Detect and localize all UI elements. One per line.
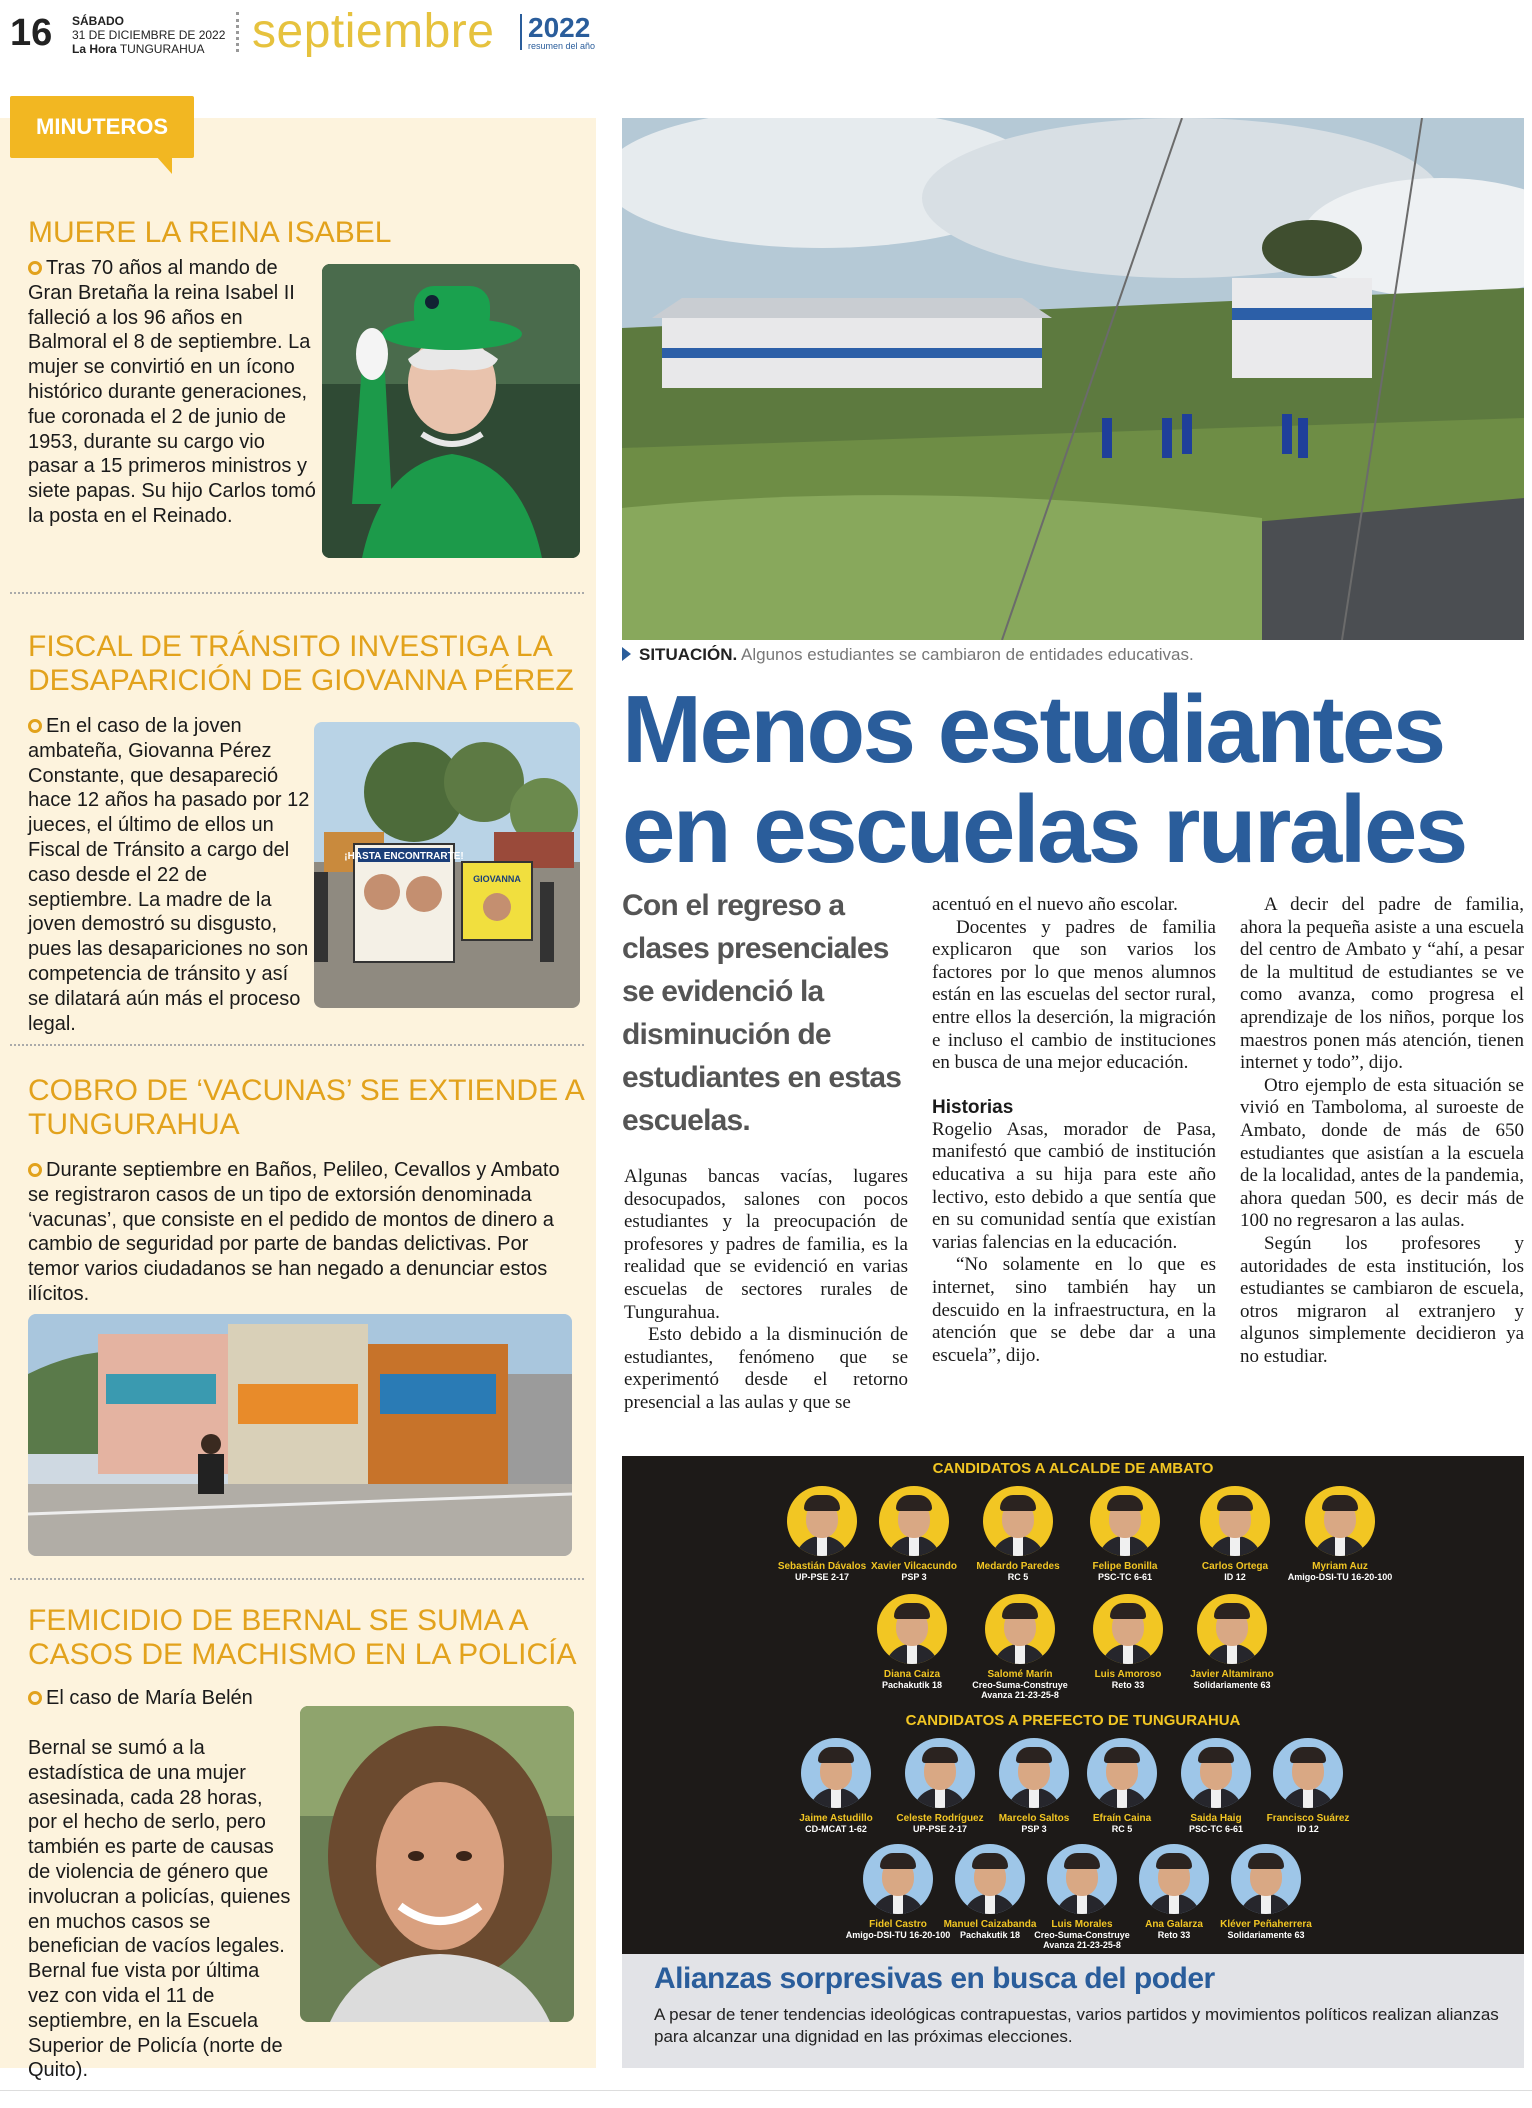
- candidate-party: PSC-TC 6-61: [1097, 1572, 1152, 1582]
- candidate-party: Creo-Suma-Construye Avanza 21-23-25-8: [972, 1680, 1068, 1700]
- footer-rule: [0, 2090, 1532, 2091]
- body-paragraph: acentuó en el nuevo año escolar.: [932, 894, 1178, 915]
- candidate-portrait: [955, 1844, 1025, 1914]
- candidate-portrait: [985, 1594, 1055, 1664]
- candidate-party: PSP 3: [901, 1572, 927, 1582]
- section-subtitle: resumen del año: [528, 41, 596, 51]
- alliances-body: A pesar de tener tendencias ideológicas contrapuestas, varios partidos y movimientos políticos realizan alianzas para alcanzar una dignidad en las próximas elecciones.: [654, 2005, 1499, 2046]
- queen-photo: [322, 264, 580, 558]
- candidate-portrait: [1093, 1594, 1163, 1664]
- candidate-portrait: [1139, 1844, 1209, 1914]
- section-year: 2022: [528, 12, 591, 43]
- candidate-name: Myriam Auz: [1312, 1561, 1368, 1572]
- candidate-name: Ana Galarza: [1145, 1919, 1203, 1930]
- body-paragraph: Algunas bancas vacías, lugares desocupados, salones con pocos estudiantes y la preocupación de profesores y padres de familia, es la realidad que se evidenció en varias escuelas de sectores rurales de Tungurahua.: [624, 1166, 908, 1323]
- candidate-portrait: [999, 1738, 1069, 1808]
- article-text: El caso de María Belén: [46, 1687, 253, 1709]
- article-title: MUERE LA REINA ISABEL: [28, 216, 392, 249]
- candidate-portrait: [1273, 1738, 1343, 1808]
- alliances-box: [622, 1954, 1524, 2068]
- candidate-party: Pachakutik 18: [881, 1680, 943, 1690]
- paper-region: TUNGURAHUA: [119, 42, 205, 56]
- candidate-party: Creo-Suma-Construye Avanza 21-23-25-8: [1034, 1930, 1130, 1950]
- prefect-candidate: [781, 1738, 891, 1834]
- article-separator: [10, 592, 584, 594]
- candidate-portrait: [1047, 1844, 1117, 1914]
- candidate-party: Reto 33: [1157, 1930, 1191, 1940]
- candidate-party: RC 5: [1007, 1572, 1029, 1582]
- mayor-candidate: [859, 1486, 969, 1582]
- mayor-candidate: [1073, 1594, 1183, 1690]
- candidate-party: PSP 3: [1021, 1824, 1047, 1834]
- candidate-party: CD-MCAT 1-62: [805, 1824, 867, 1834]
- article-title: COBRO DE ‘VACUNAS’ SE EXTIENDE A TUNGURAHUA: [28, 1074, 584, 1141]
- article-text: Bernal se sumó a la estadística de una mujer asesinada, cada 28 horas, por el hecho de serlo, pero también es parte de causas de violencia de género que involucran a policías, quienes en muchos casos se benefician de vacíos legales. Bernal fue vista por última vez con vida el 11 de septiembre, en la Escuela Superior de Policía (norte de Quito).: [28, 1737, 291, 2082]
- mayor-candidate: [963, 1486, 1073, 1582]
- body-column-3: [1240, 894, 1524, 1368]
- school-photo: [622, 118, 1524, 640]
- candidate-name: Luis Morales: [1051, 1919, 1113, 1930]
- queen-illustration: [322, 264, 580, 558]
- section-tag: MINUTEROS: [10, 96, 194, 158]
- body-column-2: [932, 894, 1216, 1367]
- issue-date: 31 DE DICIEMBRE DE 2022: [72, 28, 226, 42]
- candidate-party: PSC-TC 6-61: [1188, 1824, 1243, 1834]
- body-column-1: [624, 1166, 908, 1415]
- candidate-name: Celeste Rodríguez: [896, 1813, 984, 1824]
- bullet-icon: [28, 1691, 42, 1705]
- article-body: [28, 714, 312, 1036]
- article-queen: [28, 216, 584, 250]
- candidate-portrait: [1197, 1594, 1267, 1664]
- article-separator: [10, 1578, 584, 1580]
- candidate-party: Amigo-DSI-TU 16-20-100: [1287, 1572, 1393, 1582]
- candidate-party: Solidariamente 63: [1193, 1680, 1271, 1690]
- protest-photo: [314, 722, 580, 1008]
- candidate-name: Saida Haig: [1190, 1813, 1242, 1824]
- article-body: [28, 256, 316, 529]
- body-paragraph: Otro ejemplo de esta situación se vivió en Tamboloma, al suroeste de Ambato, donde de más de 650 estudiantes que asistían a la escuela de la localidad, antes de la pandemia, ahora quedan 500, es decir más de 100 no regresaron a las aulas.: [1240, 1074, 1524, 1232]
- article-text: Tras 70 años al mando de Gran Bretaña la reina Isabel II falleció a los 96 años en Balmoral el 8 de septiembre. La mujer se convirtió en un ícono histórico durante generaciones, fue coronada el 2 de junio de 1953, durante su cargo vio pasar a 15 primeros ministros y siete papas. Su hijo Carlos tomó la posta en el Reinado.: [28, 257, 316, 527]
- body-paragraph: A decir del padre de familia, ahora la pequeña asiste a una escuela del centro de Ambato y “ahí, a pesar de la multitud de estudiantes se ve como avanza, como progresa el aprendizaje de los niños, porque los maestros ponen más atención, tienen internet y todo”, dijo.: [1240, 894, 1524, 1074]
- candidate-party: UP-PSE 2-17: [794, 1572, 850, 1582]
- candidate-name: Javier Altamirano: [1190, 1669, 1274, 1680]
- candidate-portrait: [879, 1486, 949, 1556]
- body-paragraph: “No solamente en lo que es internet, sino también hay un descuido en la infraestructura, en la atención que se debe dar a una escuela”, dijo.: [932, 1254, 1216, 1366]
- article-title: FISCAL DE TRÁNSITO INVESTIGA LA DESAPARICIÓN DE GIOVANNA PÉREZ: [28, 630, 574, 697]
- mayor-heading: CANDIDATOS A ALCALDE DE AMBATO: [932, 1460, 1214, 1477]
- article-intro: [28, 1686, 308, 1711]
- candidate-party: ID 12: [1297, 1824, 1319, 1834]
- candidate-portrait: [905, 1738, 975, 1808]
- body-paragraph: Según los profesores y autoridades de esta institución, los estudiantes se cambiaron de escuela, otros migraron al extranjero y algunos simplemente decidieron ya no estudiar.: [1240, 1232, 1524, 1367]
- issue-day: SÁBADO: [72, 14, 125, 28]
- bernal-photo: [300, 1706, 574, 2022]
- candidate-portrait: [877, 1594, 947, 1664]
- bullet-icon: [28, 261, 42, 275]
- article-body: [28, 1736, 294, 2083]
- lead-paragraph: Con el regreso a clases presenciales se evidenció la disminución de estudiantes en estas escuelas.: [622, 889, 902, 1137]
- mayor-candidate: [1180, 1486, 1290, 1582]
- mayor-candidate: [1070, 1486, 1180, 1582]
- bullet-icon: [28, 1163, 42, 1177]
- candidate-name: Sebastián Dávalos: [777, 1561, 867, 1572]
- main-headline: Menos estudiantes en escuelas rurales: [622, 676, 1466, 883]
- photo-caption: [622, 645, 1194, 665]
- candidate-name: Medardo Paredes: [976, 1561, 1060, 1572]
- candidate-name: Felipe Bonilla: [1092, 1561, 1158, 1572]
- candidates-panel: [622, 1456, 1524, 1954]
- body-paragraph: Rogelio Asas, morador de Pasa, manifestó que cambió de institución educativa a su hija para este año lectivo, esto debido a que sentía que en su comunidad sentía que existían varias falencias en la educación.: [932, 1118, 1216, 1253]
- candidate-portrait: [801, 1738, 871, 1808]
- issue-info: [72, 14, 225, 56]
- mayor-candidate: [857, 1594, 967, 1690]
- header-divider: [236, 12, 239, 52]
- street-photo: [28, 1314, 572, 1556]
- page-header: [0, 0, 1532, 62]
- body-paragraph: Esto debido a la disminución de estudiantes, fenómeno que se experimentó desde el retorno presencial a las aulas y que se: [624, 1324, 908, 1413]
- candidate-portrait: [1200, 1486, 1270, 1556]
- candidate-name: Kléver Peñaherrera: [1220, 1919, 1312, 1930]
- page-number: 16: [10, 12, 53, 54]
- bullet-icon: [28, 719, 42, 733]
- prefect-candidate: [1253, 1738, 1363, 1834]
- candidate-party: ID 12: [1224, 1572, 1246, 1582]
- header-bar: [520, 14, 522, 50]
- candidate-name: Salomé Marín: [987, 1669, 1053, 1680]
- protest-illustration: [314, 722, 580, 1008]
- mayor-candidate: [965, 1594, 1075, 1700]
- caption-arrow-icon: [622, 647, 631, 661]
- candidate-party: UP-PSE 2-17: [912, 1824, 968, 1834]
- candidate-name: Marcelo Saltos: [998, 1813, 1070, 1824]
- prefect-candidate: [1211, 1844, 1321, 1940]
- candidate-name: Xavier Vilcacundo: [871, 1561, 957, 1572]
- article-giovanna: [28, 630, 584, 698]
- article-vacunas: [28, 1074, 584, 1142]
- candidate-portrait: [1231, 1844, 1301, 1914]
- prefect-heading: CANDIDATOS A PREFECTO DE TUNGURAHUA: [905, 1712, 1241, 1729]
- candidate-name: Fidel Castro: [869, 1919, 927, 1930]
- section-month: septiembre: [252, 5, 495, 58]
- article-body: [28, 1158, 580, 1307]
- candidate-party: Pachakutik 18: [959, 1930, 1021, 1940]
- candidate-party: RC 5: [1111, 1824, 1133, 1834]
- caption-label: SITUACIÓN.: [639, 645, 738, 664]
- sign-text: GIOVANNA: [473, 874, 521, 884]
- candidate-party: Solidariamente 63: [1227, 1930, 1305, 1940]
- candidate-portrait: [1181, 1738, 1251, 1808]
- candidate-name: Carlos Ortega: [1201, 1561, 1269, 1572]
- street-illustration: [28, 1314, 572, 1556]
- candidate-portrait: [983, 1486, 1053, 1556]
- sign-text: ¡HASTA ENCONTRARTE!: [344, 851, 464, 862]
- candidate-portrait: [1305, 1486, 1375, 1556]
- candidate-name: Diana Caiza: [883, 1669, 941, 1680]
- candidate-portrait: [1087, 1738, 1157, 1808]
- candidate-portrait: [787, 1486, 857, 1556]
- article-separator: [10, 1044, 584, 1046]
- candidate-party: Amigo-DSI-TU 16-20-100: [845, 1930, 951, 1940]
- article-text: Durante septiembre en Baños, Pelileo, Cevallos y Ambato se registraron casos de un tipo de extorsión denominada ‘vacunas’, que consiste en el pedido de montos de dinero a cambio de seguridad por parte de bandas delictivas. Por temor varios ciudadanos se han negado a denunciar estos ilícitos.: [28, 1159, 560, 1305]
- article-title: FEMICIDIO DE BERNAL SE SUMA A CASOS DE MACHISMO EN LA POLICÍA: [28, 1604, 577, 1671]
- mayor-candidate: [1285, 1486, 1395, 1582]
- candidate-name: Luis Amoroso: [1094, 1669, 1162, 1680]
- candidate-portrait: [1090, 1486, 1160, 1556]
- body-paragraph: Docentes y padres de familia explicaron que son varios los factores por lo que menos alumnos están en las escuelas del sector rural, entre ellos la deserción, la migración e incluso el cambio de instituciones en busca de una mejor educación.: [932, 916, 1216, 1074]
- mayor-candidate: [1177, 1594, 1287, 1690]
- alliances-title: Alianzas sorpresivas en busca del poder: [654, 1962, 1215, 1995]
- bernal-illustration: [300, 1706, 574, 2022]
- candidate-name: Manuel Caizabanda: [943, 1919, 1037, 1930]
- candidate-portrait: [863, 1844, 933, 1914]
- paper-name: La Hora: [72, 42, 117, 56]
- candidate-party: Reto 33: [1111, 1680, 1145, 1690]
- candidate-name: Jaime Astudillo: [799, 1813, 873, 1824]
- candidate-name: Efraín Caina: [1092, 1813, 1152, 1824]
- article-bernal: [28, 1604, 584, 1672]
- article-text: En el caso de la joven ambateña, Giovanna Pérez Constante, que desapareció hace 12 años ha pasado por 12 jueces, el último de ellos un Fiscal de Tránsito a cargo del caso desde el 22 de septiembre. La madre de la joven demostró su disgusto, pues las desapariciones no son competencia de tránsito y así se dilatará aún más el proceso legal.: [28, 715, 310, 1035]
- school-illustration: [622, 118, 1524, 640]
- candidate-name: Francisco Suárez: [1266, 1813, 1350, 1824]
- tag-pointer: [156, 156, 172, 174]
- subheading: Historias: [932, 1096, 1014, 1118]
- caption-text: Algunos estudiantes se cambiaron de entidades educativas.: [741, 645, 1194, 664]
